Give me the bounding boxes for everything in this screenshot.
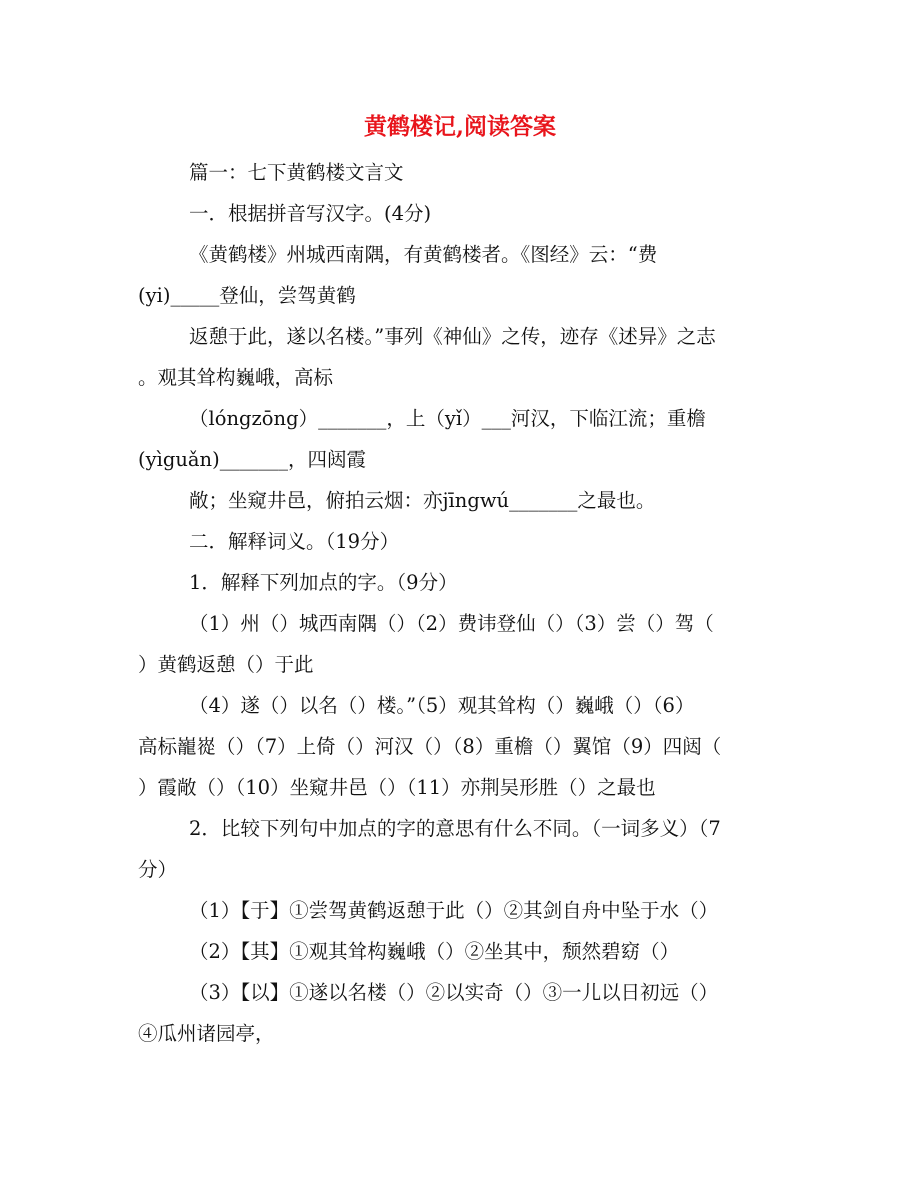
sub-question: 1．解释下列加点的字。（9分） — [189, 571, 458, 594]
sub-question: 分） — [138, 858, 178, 881]
passage-line: (yi)_____登仙，尝驾黄鹤 — [138, 284, 356, 307]
passage-line: 《黄鹤楼》州城西南隅，有黄鹤楼者。《图经》云：“费 — [189, 243, 658, 266]
exercise-line: （1）【于】①尝驾黄鹤返憩于此（）②其剑自舟中坠于水（） — [189, 899, 719, 922]
passage-line: 。观其耸构巍峨，高标 — [138, 366, 334, 389]
passage-line: （lóngzōng）_______，上（yǐ）___河汉，下临江流；重檐 — [189, 407, 706, 430]
exercise-line: ）霞敞（）（10）坐窥井邑（）（11）亦荆吴形胜（）之最也 — [138, 776, 656, 799]
passage-line: 敞；坐窥井邑，俯拍云烟：亦jīngwú_______之最也。 — [189, 489, 656, 512]
exercise-line: 高标巃嵸（）（7）上倚（）河汉（）（8）重檐（）翼馆（9）四闼（ — [138, 735, 722, 758]
exercise-line: （1）州（）城西南隅（）（2）费讳登仙（）（3）尝（）驾（ — [189, 612, 714, 635]
document-body — [138, 152, 778, 1054]
question-heading: 二．解释词义。（19分） — [189, 530, 400, 553]
passage-line: (yìguǎn)_______，四闼霞 — [138, 448, 366, 471]
document-title: 黄鹤楼记,阅读答案 — [363, 113, 556, 140]
sub-question: 2．比较下列句中加点的字的意思有什么不同。（一词多义）（7 — [189, 817, 721, 840]
exercise-line: ④瓜州诸园亭， — [138, 1022, 275, 1045]
exercise-line: （4）遂（）以名（）楼。”（5）观其耸构（）巍峨（）（6） — [189, 694, 695, 717]
passage-line: 返憩于此，遂以名楼。”事列《神仙》之传，迹存《述异》之志 — [189, 325, 716, 348]
question-heading: 一．根据拼音写汉字。(4分) — [189, 202, 432, 225]
exercise-line: （3）【以】①遂以名楼（）②以实奇（）③一儿以日初远（） — [189, 981, 719, 1004]
exercise-line: ）黄鹤返憩（）于此 — [138, 653, 314, 676]
section-heading: 篇一：七下黄鹤楼文言文 — [189, 161, 404, 184]
exercise-line: （2）【其】①观其耸构巍峨（）②坐其中，颓然碧窈（） — [189, 940, 680, 963]
